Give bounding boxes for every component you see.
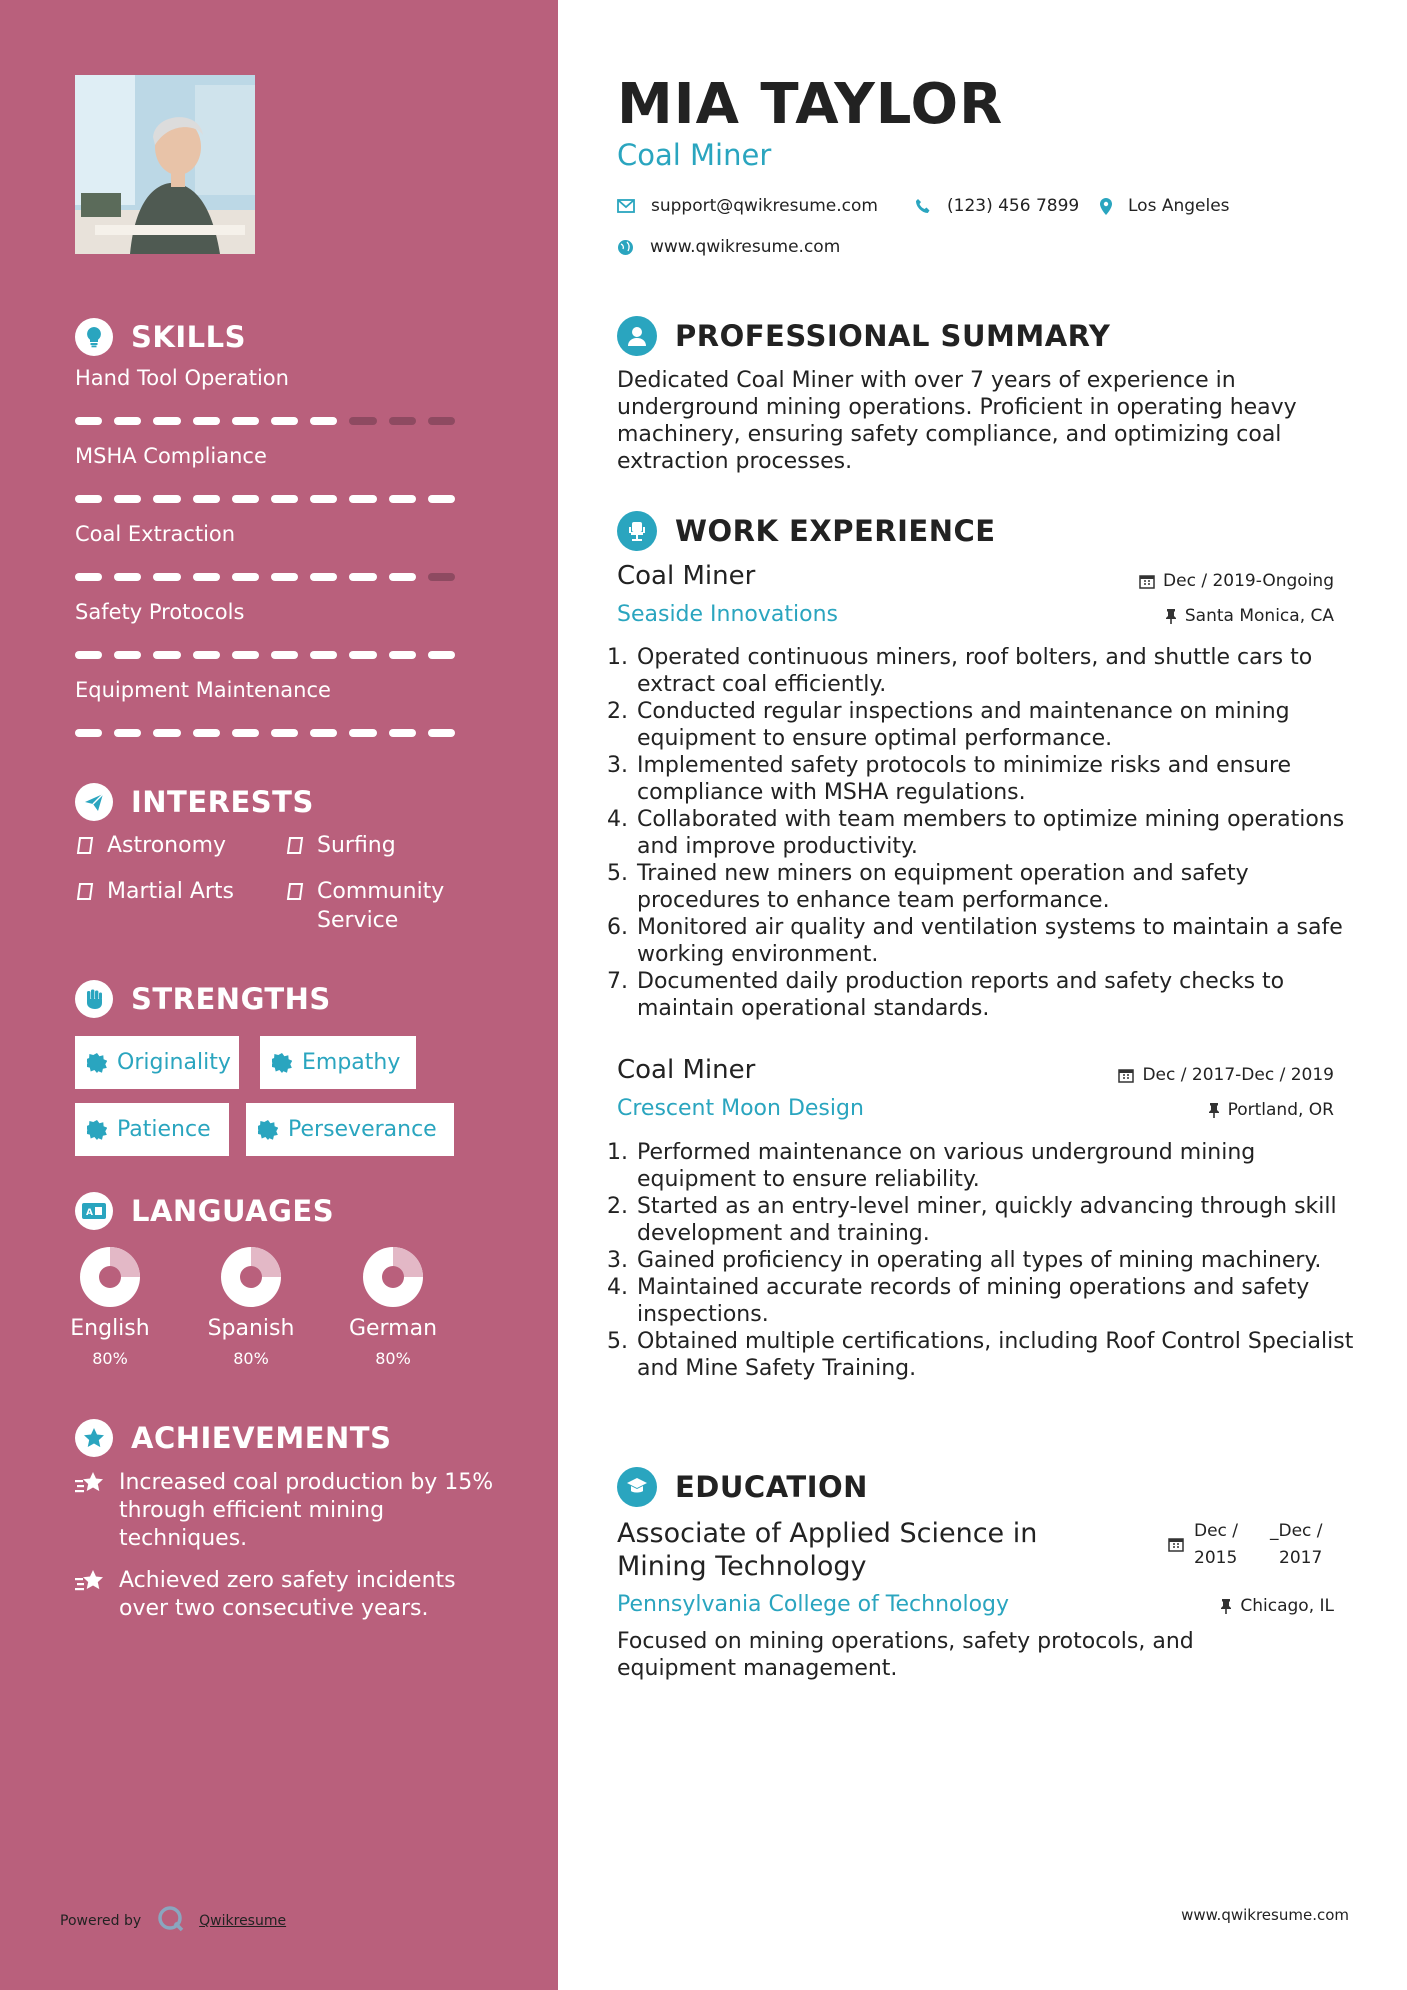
skill-segment bbox=[232, 573, 259, 581]
badge-icon bbox=[87, 1053, 107, 1073]
lightbulb-icon bbox=[75, 318, 113, 356]
job-title: Coal Miner bbox=[617, 561, 756, 591]
language-item bbox=[50, 1246, 170, 1368]
calendar-icon bbox=[1139, 573, 1155, 589]
job-location: Portland, OR bbox=[1208, 1100, 1334, 1120]
skill-segment bbox=[389, 417, 416, 425]
education-end: _Dec / 2017 bbox=[1270, 1521, 1323, 1568]
skill-level-bar bbox=[75, 651, 455, 661]
language-name: German bbox=[348, 1316, 438, 1341]
education-description: Focused on mining operations, safety protocols, and equipment management. bbox=[617, 1629, 1194, 1681]
skill-segment bbox=[193, 651, 220, 659]
language-level-pie bbox=[79, 1246, 141, 1308]
badge-icon bbox=[87, 1120, 107, 1140]
contact-website: www.qwikresume.com bbox=[617, 237, 840, 257]
skill-segment bbox=[75, 651, 102, 659]
duty-item: 1. Performed maintenance on various underground mining equipment to ensure reliability. bbox=[635, 1139, 1355, 1193]
skill-segment bbox=[271, 651, 298, 659]
skill-segment bbox=[114, 651, 141, 659]
interests-title: INTERESTS bbox=[131, 785, 314, 819]
office-chair-icon bbox=[617, 511, 657, 551]
skill-segment bbox=[193, 573, 220, 581]
sidebar bbox=[0, 0, 558, 1990]
education-location: Chicago, IL bbox=[1220, 1596, 1334, 1616]
duty-item: 6. Monitored air quality and ventilation systems to maintain a safe working environment. bbox=[635, 914, 1355, 968]
skill-segment bbox=[193, 417, 220, 425]
skill-segment bbox=[153, 573, 180, 581]
skill-label: Safety Protocols bbox=[75, 600, 245, 624]
languages-heading bbox=[75, 1192, 334, 1230]
skills-title: SKILLS bbox=[131, 320, 246, 354]
candidate-name: MIA TAYLOR bbox=[617, 72, 1004, 137]
user-icon bbox=[617, 316, 657, 356]
skill-level-bar bbox=[75, 417, 455, 427]
achievement-item: Increased coal production by 15% through efficient mining techniques. bbox=[75, 1469, 505, 1553]
skill-segment bbox=[310, 495, 337, 503]
job-title: Coal Miner bbox=[617, 1055, 756, 1085]
skill-segment bbox=[349, 651, 376, 659]
book-icon bbox=[285, 835, 305, 864]
skill-segment bbox=[349, 729, 376, 737]
powered-by: Powered by Qwikresume bbox=[60, 1905, 286, 1937]
skill-segment bbox=[114, 417, 141, 425]
language-item bbox=[333, 1246, 453, 1368]
skill-segment bbox=[428, 729, 455, 737]
book-icon bbox=[285, 881, 305, 910]
strength-badge: Originality bbox=[75, 1036, 239, 1089]
education-start: Dec / 2015 bbox=[1194, 1521, 1239, 1568]
interests-heading bbox=[75, 783, 314, 821]
education-dates bbox=[1168, 1518, 1326, 1572]
skill-segment bbox=[75, 729, 102, 737]
skill-segment bbox=[271, 417, 298, 425]
skill-segment bbox=[428, 573, 455, 581]
profile-photo bbox=[75, 75, 255, 254]
language-level-pie bbox=[362, 1246, 424, 1308]
company-name: Seaside Innovations bbox=[617, 602, 838, 627]
job-duties-list bbox=[611, 644, 1355, 1022]
skill-segment bbox=[114, 729, 141, 737]
interest-item: Surfing bbox=[285, 831, 396, 864]
achievements-heading bbox=[75, 1419, 391, 1457]
interest-item: Community Service bbox=[285, 877, 475, 935]
summary-heading: PROFESSIONAL SUMMARY bbox=[617, 316, 1110, 356]
summary-text: Dedicated Coal Miner with over 7 years of experience in underground mining operations. Proficient in operating heavy machinery, ensuring safety compliance, and optimizing coal extraction processes. bbox=[617, 368, 1297, 474]
skill-segment bbox=[271, 495, 298, 503]
skill-segment bbox=[310, 729, 337, 737]
skill-segment bbox=[428, 651, 455, 659]
skill-level-bar bbox=[75, 729, 455, 739]
skill-segment bbox=[428, 417, 455, 425]
language-percent: 80% bbox=[233, 1349, 269, 1368]
experience-heading: WORK EXPERIENCE bbox=[617, 511, 996, 551]
skill-segment bbox=[271, 729, 298, 737]
skill-segment bbox=[153, 729, 180, 737]
strengths-title: STRENGTHS bbox=[131, 982, 331, 1016]
skill-segment bbox=[389, 573, 416, 581]
duty-item: 1. Operated continuous miners, roof bolters, and shuttle cars to extract coal efficiently. bbox=[635, 644, 1355, 698]
languages-title: LANGUAGES bbox=[131, 1194, 335, 1228]
education-heading: EDUCATION bbox=[617, 1467, 868, 1507]
language-percent: 80% bbox=[375, 1349, 411, 1368]
skill-segment bbox=[232, 417, 259, 425]
map-pin-icon bbox=[1100, 198, 1112, 215]
pushpin-icon bbox=[1165, 608, 1177, 624]
language-icon bbox=[75, 1192, 113, 1230]
duty-item: 4. Collaborated with team members to optimize mining operations and improve productivity. bbox=[635, 806, 1355, 860]
pushpin-icon bbox=[1208, 1102, 1220, 1118]
skill-segment bbox=[75, 417, 102, 425]
language-item bbox=[191, 1246, 311, 1368]
duty-item: 5. Obtained multiple certifications, including Roof Control Specialist and Mine Safety Training. bbox=[635, 1328, 1355, 1382]
star-icon bbox=[75, 1569, 105, 1597]
strength-badge: Patience bbox=[75, 1103, 229, 1156]
skill-segment bbox=[75, 495, 102, 503]
book-icon bbox=[75, 835, 95, 864]
pushpin-icon bbox=[1220, 1598, 1232, 1614]
skill-segment bbox=[349, 495, 376, 503]
skill-segment bbox=[349, 573, 376, 581]
job-duties-list bbox=[611, 1139, 1355, 1382]
badge-icon bbox=[272, 1053, 292, 1073]
envelope-icon bbox=[617, 199, 635, 213]
job-location: Santa Monica, CA bbox=[1165, 606, 1334, 626]
skill-label: Equipment Maintenance bbox=[75, 678, 331, 702]
skill-segment bbox=[271, 573, 298, 581]
language-name: English bbox=[70, 1316, 150, 1341]
fist-icon bbox=[75, 980, 113, 1018]
skill-segment bbox=[114, 573, 141, 581]
skill-segment bbox=[389, 651, 416, 659]
interest-item: Martial Arts bbox=[75, 877, 234, 910]
paper-plane-icon bbox=[75, 783, 113, 821]
duty-item: 3. Gained proficiency in operating all types of mining machinery. bbox=[635, 1247, 1355, 1274]
contact-location: Los Angeles bbox=[1100, 196, 1230, 216]
education-school: Pennsylvania College of Technology bbox=[617, 1592, 1010, 1617]
skill-segment bbox=[349, 417, 376, 425]
skill-segment bbox=[153, 495, 180, 503]
calendar-icon bbox=[1118, 1067, 1134, 1083]
duty-item: 3. Implemented safety protocols to minimize risks and ensure compliance with MSHA regulations. bbox=[635, 752, 1355, 806]
calendar-icon bbox=[1168, 1536, 1184, 1552]
education-degree: Associate of Applied Science in Mining Technology bbox=[617, 1518, 1038, 1582]
footer-url[interactable]: www.qwikresume.com bbox=[1181, 1906, 1349, 1924]
svg-text:A: A bbox=[86, 1208, 93, 1218]
skill-segment bbox=[389, 729, 416, 737]
book-icon bbox=[75, 881, 95, 910]
language-name: Spanish bbox=[207, 1316, 295, 1341]
language-level-pie bbox=[220, 1246, 282, 1308]
job-dates: Dec / 2017-Dec / 2019 bbox=[1118, 1065, 1334, 1085]
qwikresume-link[interactable]: Qwikresume bbox=[199, 1913, 287, 1929]
skill-segment bbox=[389, 495, 416, 503]
skill-segment bbox=[310, 573, 337, 581]
language-percent: 80% bbox=[92, 1349, 128, 1368]
strengths-heading bbox=[75, 980, 331, 1018]
duty-item: 7. Documented daily production reports and safety checks to maintain operational standards. bbox=[635, 968, 1355, 1022]
skill-segment bbox=[153, 417, 180, 425]
skill-segment bbox=[153, 651, 180, 659]
skill-segment bbox=[232, 495, 259, 503]
candidate-role: Coal Miner bbox=[617, 138, 772, 172]
star-badge-icon bbox=[75, 1419, 113, 1457]
duty-item: 2. Conducted regular inspections and maintenance on mining equipment to ensure optimal performance. bbox=[635, 698, 1355, 752]
company-name: Crescent Moon Design bbox=[617, 1096, 864, 1121]
contact-email: support@qwikresume.com bbox=[617, 196, 878, 216]
qwikresume-logo-icon bbox=[157, 1905, 185, 1937]
skill-label: MSHA Compliance bbox=[75, 444, 267, 468]
skill-segment bbox=[232, 651, 259, 659]
duty-item: 4. Maintained accurate records of mining operations and safety inspections. bbox=[635, 1274, 1355, 1328]
duty-item: 5. Trained new miners on equipment operation and safety procedures to enhance team performance. bbox=[635, 860, 1355, 914]
achievement-item: Achieved zero safety incidents over two consecutive years. bbox=[75, 1567, 505, 1623]
contact-phone: (123) 456 7899 bbox=[915, 196, 1079, 216]
skill-segment bbox=[193, 729, 220, 737]
strength-badge: Empathy bbox=[260, 1036, 416, 1089]
graduate-icon bbox=[617, 1467, 657, 1507]
strength-badge: Perseverance bbox=[246, 1103, 454, 1156]
skill-label: Hand Tool Operation bbox=[75, 366, 289, 390]
badge-icon bbox=[258, 1120, 278, 1140]
skill-segment bbox=[428, 495, 455, 503]
skills-heading bbox=[75, 318, 246, 356]
duty-item: 2. Started as an entry-level miner, quickly advancing through skill development and training. bbox=[635, 1193, 1355, 1247]
skill-segment bbox=[193, 495, 220, 503]
skill-segment bbox=[310, 417, 337, 425]
skill-label: Coal Extraction bbox=[75, 522, 236, 546]
phone-icon bbox=[915, 198, 931, 214]
skill-segment bbox=[114, 495, 141, 503]
skill-level-bar bbox=[75, 573, 455, 583]
achievements-title: ACHIEVEMENTS bbox=[131, 1421, 392, 1455]
skill-segment bbox=[310, 651, 337, 659]
skill-segment bbox=[232, 729, 259, 737]
job-dates: Dec / 2019-Ongoing bbox=[1139, 571, 1334, 591]
skill-segment bbox=[75, 573, 102, 581]
interest-item: Astronomy bbox=[75, 831, 226, 864]
star-icon bbox=[75, 1471, 105, 1499]
globe-icon bbox=[617, 239, 634, 256]
skill-level-bar bbox=[75, 495, 455, 505]
